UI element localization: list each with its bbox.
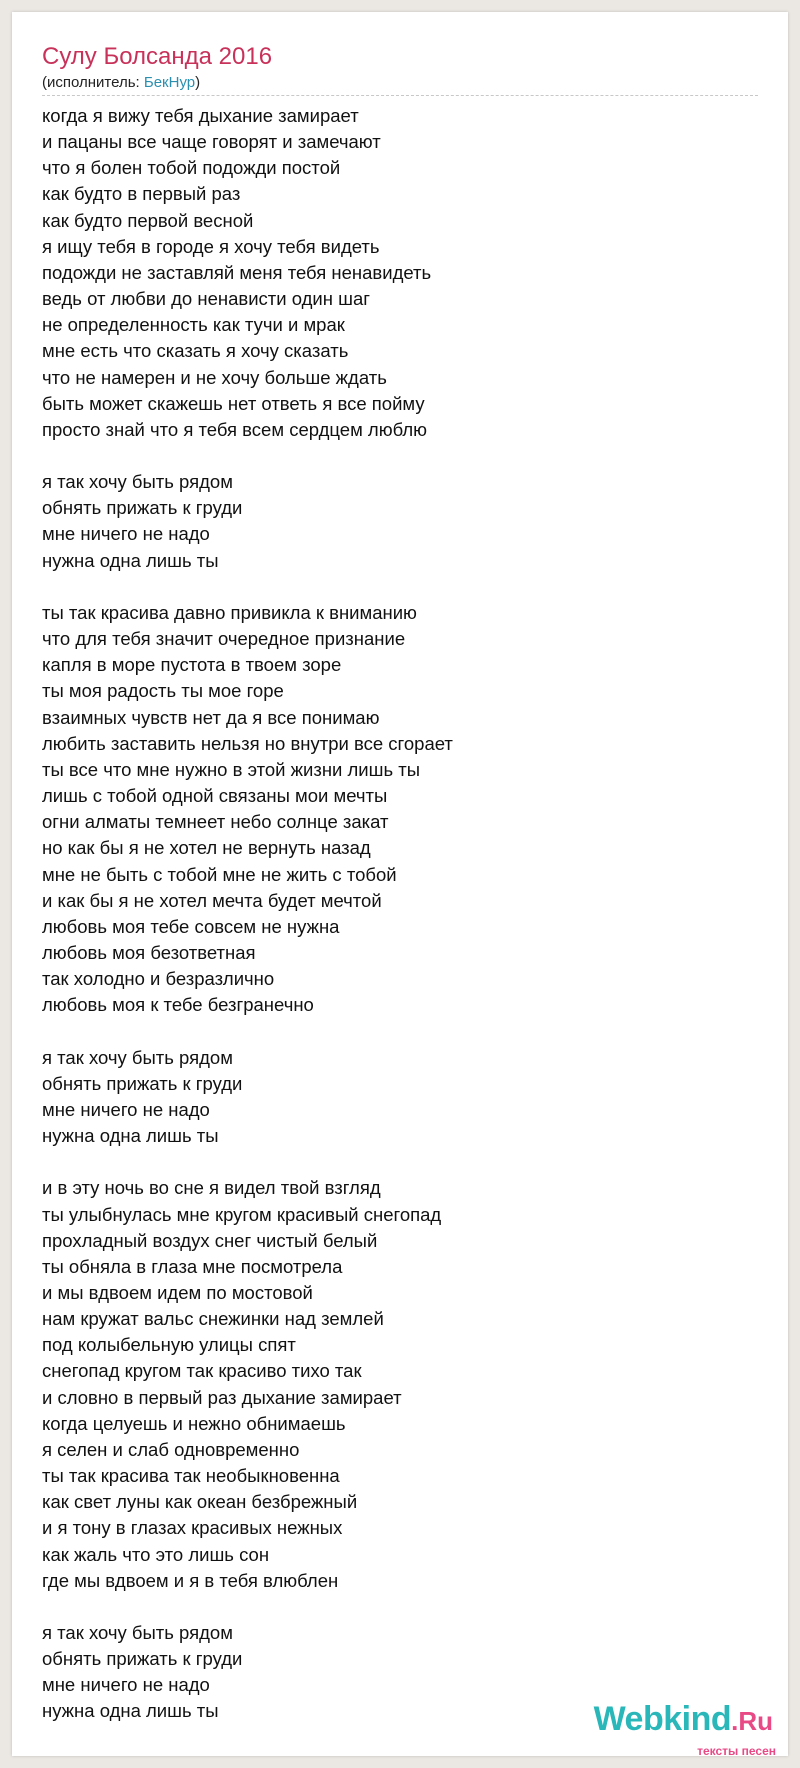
lyrics-line: под колыбельную улицы спят xyxy=(42,1334,296,1356)
lyrics-line: мне не быть с тобой мне не жить с тобой xyxy=(42,863,397,885)
lyrics-line: обнять прижать к груди xyxy=(42,1072,243,1094)
lyrics-line: я ищу тебя в городе я хочу тебя видеть xyxy=(42,235,380,257)
lyrics-line: обнять прижать к груди xyxy=(42,1648,243,1670)
lyrics-line: и словно в первый раз дыхание замирает xyxy=(42,1386,402,1408)
brand-name: Webkind xyxy=(593,1700,732,1738)
lyrics-line: ведь от любви до ненависти один шаг xyxy=(42,288,370,310)
brand-tagline: тексты песен xyxy=(697,1744,776,1758)
lyrics-line: обнять прижать к груди xyxy=(42,497,243,519)
lyrics-line: любовь моя тебе совсем не нужна xyxy=(42,915,340,937)
lyrics-line: капля в море пустота в твоем зоре xyxy=(42,654,342,676)
lyrics-stanza xyxy=(42,600,742,1019)
lyrics-line: как будто в первый раз xyxy=(42,183,241,205)
lyrics-line: как будто первой весной xyxy=(42,209,254,231)
lyrics-line: нужна одна лишь ты xyxy=(42,549,219,571)
lyrics-line: не определенность как тучи и мрак xyxy=(42,314,345,336)
lyrics-stanza xyxy=(42,469,742,574)
lyrics-line: как свет луны как океан безбрежный xyxy=(42,1491,358,1513)
lyrics-line: когда целуешь и нежно обнимаешь xyxy=(42,1412,346,1434)
lyrics-line: ты улыбнулась мне кругом красивый снегопад xyxy=(42,1203,442,1225)
lyrics-line: ты все что мне нужно в этой жизни лишь ты xyxy=(42,758,421,780)
lyrics-line: когда я вижу тебя дыхание замирает xyxy=(42,105,359,126)
lyrics-line: любовь моя безответная xyxy=(42,941,256,963)
lyrics-line: быть может скажешь нет ответь я все пойму xyxy=(42,392,425,414)
performer-line xyxy=(42,73,200,93)
lyrics-line: мне есть что сказать я хочу сказать xyxy=(42,340,349,362)
lyrics-line: ты обняла в глаза мне посмотрела xyxy=(42,1255,343,1277)
lyrics-stanza xyxy=(42,103,742,443)
lyrics-stanza xyxy=(42,1175,742,1594)
lyrics-line: я так хочу быть рядом xyxy=(42,1046,233,1068)
brand-tld: .Ru xyxy=(731,1706,773,1736)
lyrics-line: взаимных чувств нет да я все понимаю xyxy=(42,706,380,728)
lyrics-line: любить заставить нельзя но внутри все сгорает xyxy=(42,732,453,754)
lyrics-line: нужна одна лишь ты xyxy=(42,1125,219,1147)
lyrics-line: что для тебя значит очередное признание xyxy=(42,628,406,650)
lyrics-stanza xyxy=(42,1045,742,1150)
lyrics-line: подожди не заставляй меня тебя ненавидеть xyxy=(42,261,432,283)
lyrics-line: как жаль что это лишь сон xyxy=(42,1543,270,1565)
lyrics-line: я так хочу быть рядом xyxy=(42,1621,233,1643)
lyrics-line: мне ничего не надо xyxy=(42,1674,210,1696)
lyrics-line: мне ничего не надо xyxy=(42,1098,210,1120)
lyrics-line: прохладный воздух снег чистый белый xyxy=(42,1229,378,1251)
artist-link[interactable]: БекНур xyxy=(143,74,196,91)
lyrics-line: мне ничего не надо xyxy=(42,523,210,545)
lyrics-line: снегопад кругом так красиво тихо так xyxy=(42,1360,362,1382)
lyrics-line: огни алматы темнеет небо солнце закат xyxy=(42,811,389,833)
lyrics-line: и в эту ночь во сне я видел твой взгляд xyxy=(42,1177,381,1199)
lyrics-line: где мы вдвоем и я в тебя влюблен xyxy=(42,1569,339,1591)
lyrics-line: нам кружат вальс снежинки над землей xyxy=(42,1308,384,1330)
lyrics-line: ты так красива давно привикла к вниманию xyxy=(42,601,417,623)
lyrics-line: лишь с тобой одной связаны мои мечты xyxy=(42,785,388,807)
lyrics-line: что я болен тобой подожди постой xyxy=(42,157,341,179)
lyrics-line: но как бы я не хотел не вернуть назад xyxy=(42,837,371,859)
lyrics-line: я так хочу быть рядом xyxy=(42,471,233,493)
lyrics-line: и я тону в глазах красивых нежных xyxy=(42,1517,343,1539)
site-logo[interactable] xyxy=(594,1702,773,1736)
lyrics-line: и как бы я не хотел мечта будет мечтой xyxy=(42,889,382,911)
lyrics-line: так холодно и безразлично xyxy=(42,968,275,990)
lyrics-line: нужна одна лишь ты xyxy=(42,1700,219,1722)
lyrics-line: ты моя радость ты мое горе xyxy=(42,680,284,702)
lyrics-line: что не намерен и не хочу больше ждать xyxy=(42,366,387,388)
performer-suffix: ) xyxy=(195,74,201,91)
lyrics-line: просто знай что я тебя всем сердцем люблю xyxy=(42,418,428,440)
song-title: Сулу Болсанда 2016 xyxy=(42,43,273,70)
lyrics-body xyxy=(42,103,742,1751)
lyrics-line: ты так красива так необыкновенна xyxy=(42,1465,340,1487)
lyrics-line: я селен и слаб одновременно xyxy=(42,1438,300,1460)
title-divider xyxy=(42,95,758,96)
performer-prefix: (исполнитель: xyxy=(42,74,144,91)
lyrics-line: и пацаны все чаще говорят и замечают xyxy=(42,131,381,153)
lyrics-line: и мы вдвоем идем по мостовой xyxy=(42,1281,313,1303)
lyrics-line: любовь моя к тебе безгранечно xyxy=(42,994,314,1016)
